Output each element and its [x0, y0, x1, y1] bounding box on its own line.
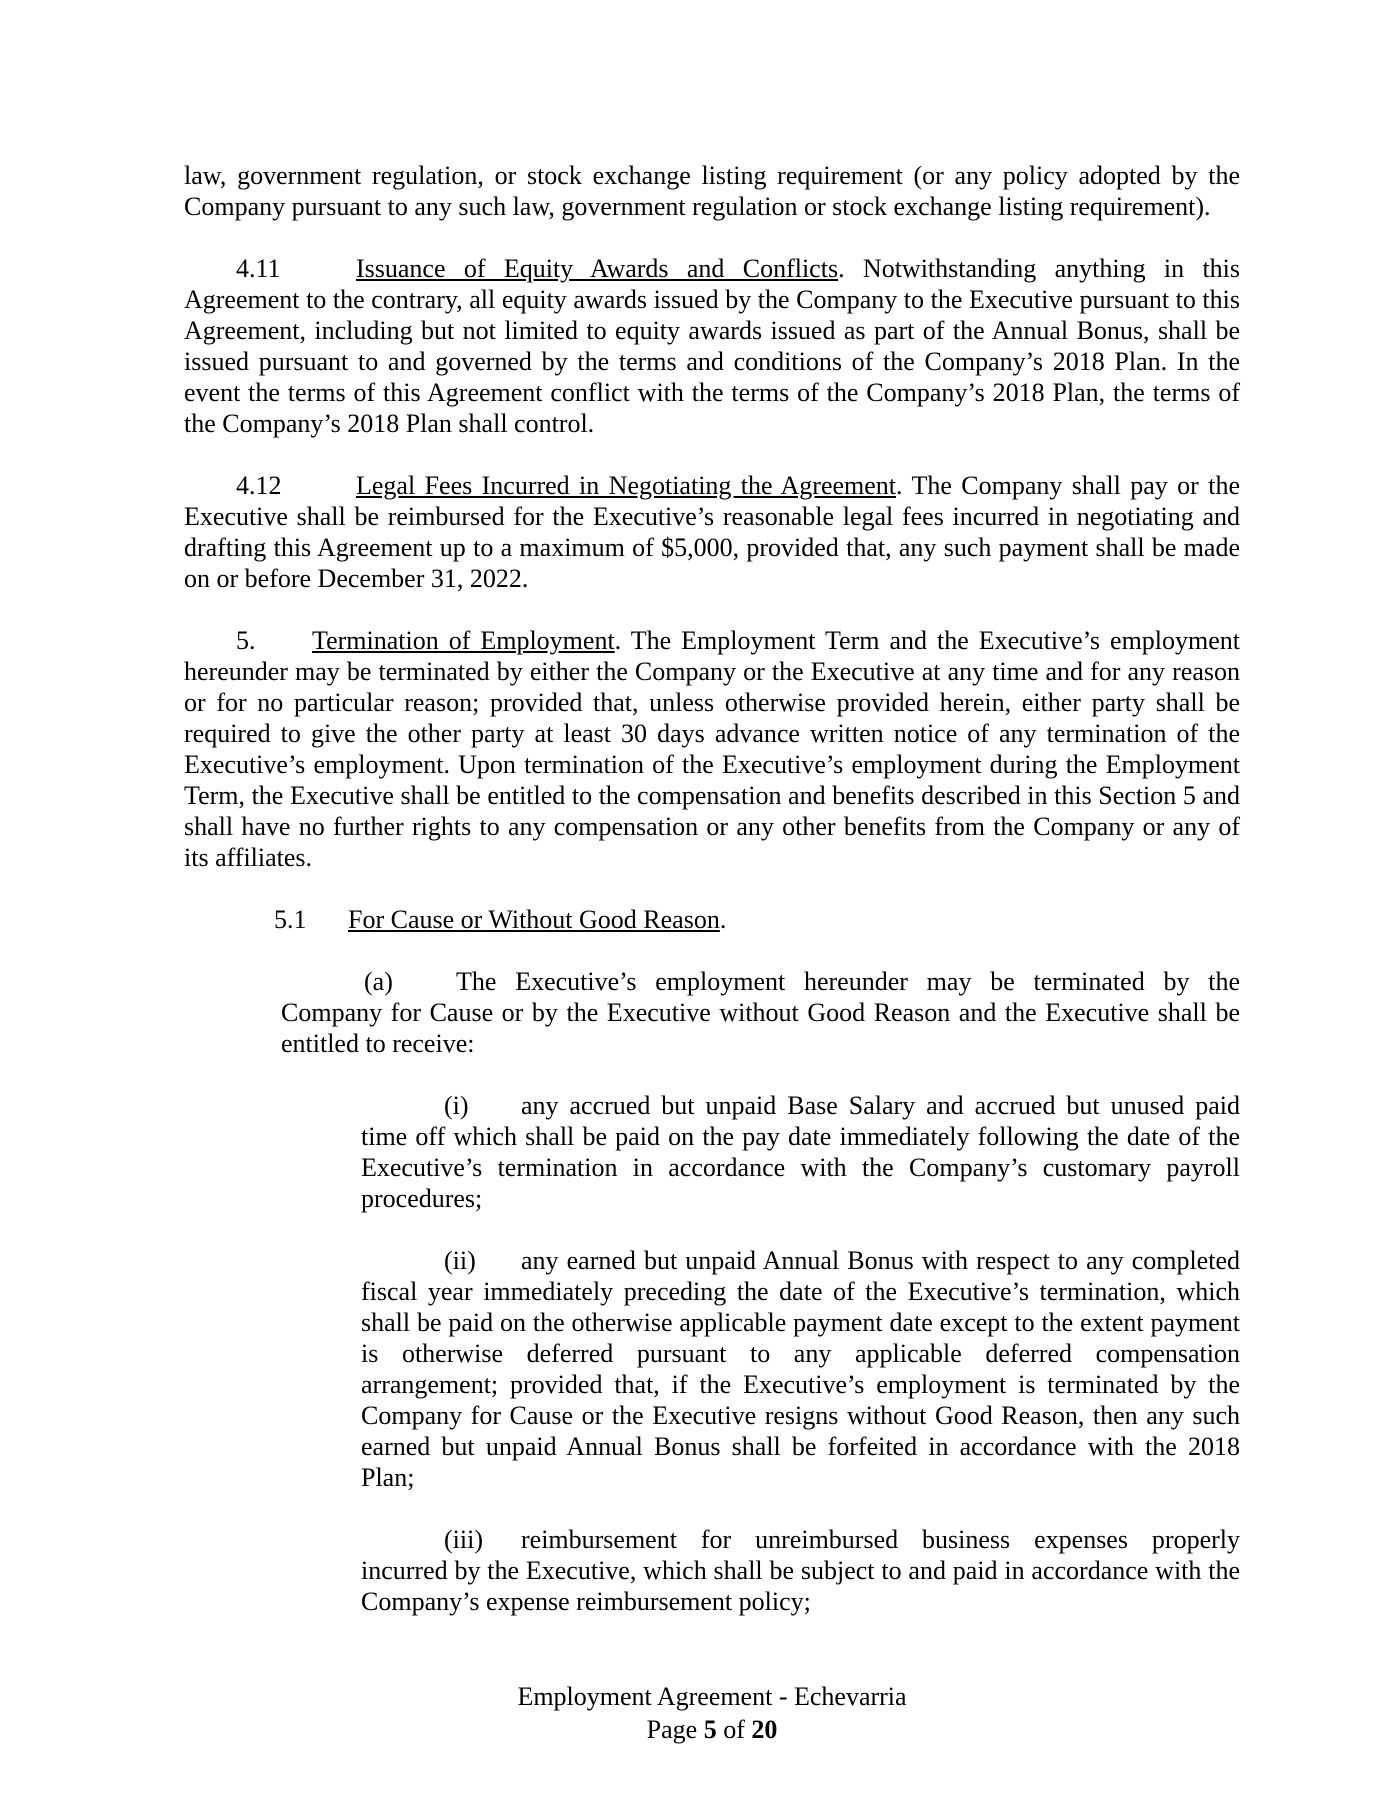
- footer-of-word: of: [723, 1715, 745, 1744]
- clause-number: (a): [364, 967, 393, 996]
- footer-page-info: [184, 1713, 1240, 1746]
- section-number: 4.12: [236, 471, 282, 500]
- section-body: The Employment Term and the Executive’s employment hereunder may be terminated by either the Company or the Executive at any time and for any reason or for no particular reason; provided that, unless otherwise provided herein, either party shall be required to give the other party at least 30 days advance written notice of any termination of the Executive’s employment. Upon termination of the Executive’s employment during the Employment Term, the Executive shall be entitled to the compensation and benefits described in this Section 5 and shall have no further rights to any compensation or any other benefits from the Company or any of its affiliates.: [184, 626, 1240, 872]
- section-5: [184, 625, 1240, 873]
- section-number: 5.1: [274, 905, 307, 934]
- section-body: Notwithstanding anything in this Agreement to the contrary, all equity awards issued by the Company to the Executive pursuant to this Agreement, including but not limited to equity awards issued as part of the Annual Bonus, shall be issued pursuant to and governed by the terms and conditions of the Company’s 2018 Plan. In the event the terms of this Agreement conflict with the terms of the Company’s 2018 Plan, the terms of the Company’s 2018 Plan shall control.: [184, 254, 1241, 438]
- clause-body: The Executive’s employment hereunder may be terminated by the Company for Cause or by the Executive without Good Reason and the Executive shall be entitled to receive:: [281, 967, 1240, 1058]
- section-4-12: [184, 470, 1240, 594]
- footer-page-number: 5: [703, 1715, 717, 1744]
- section-4-11: [184, 253, 1240, 439]
- clause-body: any earned but unpaid Annual Bonus with respect to any completed fiscal year immediately preceding the date of the Executive’s termination, which shall be paid on the otherwise applicable payment date except to the extent payment is otherwise deferred pursuant to any applicable deferred compensation arrangement; provided that, if the Executive’s employment is terminated by the Company for Cause or the Executive resigns without Good Reason, then any such earned but unpaid Annual Bonus shall be forfeited in accordance with the 2018 Plan;: [361, 1246, 1240, 1492]
- footer-page-word: Page: [646, 1715, 698, 1744]
- section-heading: Termination of Employment: [312, 626, 615, 655]
- clause-number: (ii): [444, 1246, 476, 1275]
- clause-body: any accrued but unpaid Base Salary and accrued but unused paid time off which shall be paid on the pay date immediately following the date of the Executive’s termination in accordance with the Company’s customary payroll procedures;: [361, 1091, 1240, 1213]
- clause-a: [281, 966, 1240, 1059]
- section-number: 5.: [236, 626, 256, 655]
- clause-i: [361, 1090, 1240, 1214]
- page-content: [184, 160, 1240, 1648]
- clause-number: (iii): [444, 1525, 483, 1554]
- section-heading: Issuance of Equity Awards and Conflicts: [356, 254, 839, 283]
- page-footer: [184, 1680, 1240, 1746]
- paragraph-text: law, government regulation, or stock exchange listing requirement (or any policy adopted by the Company pursuant to any such law, government regulation or stock exchange listing requirement).: [184, 161, 1240, 221]
- footer-doc-title: Employment Agreement - Echevarria: [517, 1682, 907, 1711]
- section-heading: For Cause or Without Good Reason: [348, 905, 720, 934]
- clause-body: reimbursement for unreimbursed business expenses properly incurred by the Executive, which shall be subject to and paid in accordance with the Company’s expense reimbursement policy;: [361, 1525, 1240, 1616]
- section-number: 4.11: [236, 254, 281, 283]
- heading-separator: .: [614, 626, 631, 655]
- paragraph-intro: [184, 160, 1240, 222]
- clause-ii: [361, 1245, 1240, 1493]
- section-5-1: [274, 904, 1240, 935]
- heading-separator: .: [838, 254, 863, 283]
- section-body: The Company shall pay or the Executive shall be reimbursed for the Executive’s reasonable legal fees incurred in negotiating and drafting this Agreement up to a maximum of $5,000, provided that, any such payment shall be made on or before December 31, 2022.: [184, 471, 1240, 593]
- clause-iii: [361, 1524, 1240, 1617]
- heading-separator: .: [719, 905, 727, 934]
- clause-number: (i): [444, 1091, 469, 1120]
- section-heading: Legal Fees Incurred in Negotiating the Agreement: [356, 471, 897, 500]
- footer-page-total: 20: [751, 1715, 778, 1744]
- heading-separator: .: [896, 471, 912, 500]
